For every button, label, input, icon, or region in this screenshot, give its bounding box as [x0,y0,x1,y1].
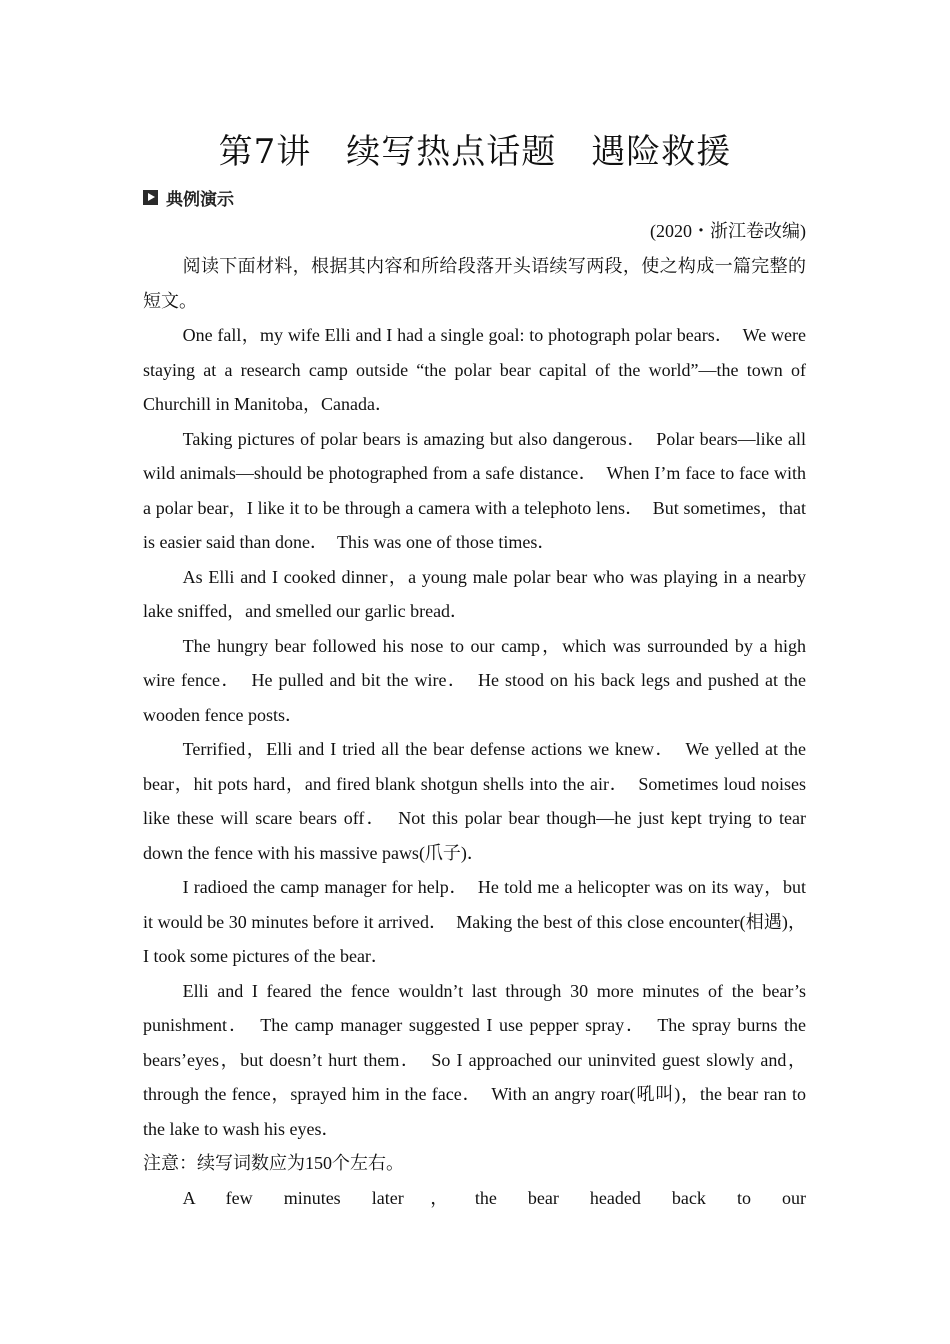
word-count-note: 注意：续写词数应为150个左右。 [143,1153,404,1173]
section-label: 典例演示 [166,189,234,210]
story-paragraph: Taking pictures of polar bears is amazing but also dangerous． Polar bears—like all wild animals—should be photographed from a safe distance． When I’m face to face with a polar bear，I like it to be through a camera with a telephoto lens． But sometimes，that is easier said than done． This was one of those times． [143,428,806,552]
continuation-prompt: A few minutes later，the bear headed back to our [182,1187,806,1208]
source-citation: (2020・浙江卷改编) [650,221,806,241]
page-title: 第7讲 续写热点话题 遇险救援 [218,132,732,172]
story-paragraph: The hungry bear followed his nose to our camp，which was surrounded by a high wire fence． He pulled and bit the wire． He stood on his back legs and pushed at the wooden fence posts． [143,635,806,725]
story-paragraph: One fall，my wife Elli and I had a single goal: to photograph polar bears． We were staying at a research camp outside “the polar bear capital of the world”—the town of Churchill in Manitoba，Canada． [143,325,806,414]
section-header [143,185,234,209]
story-paragraph: Terrified，Elli and I tried all the bear defense actions we knew． We yelled at the bear，hit pots hard，and fired blank shotgun shells into the air． Sometimes loud noises like these will scare bears off． Not this polar bear though—he just kept trying to tear down the fence with his massive paws(爪子)． [143,739,806,863]
play-icon [143,190,158,205]
document-body [143,249,806,1215]
instructions-paragraph: 阅读下面材料，根据其内容和所给段落开头语续写两段，使之构成一篇完整的短文。 [143,256,806,311]
story-paragraph: Elli and I feared the fence wouldn’t last through 30 more minutes of the bear’s punishment． The camp manager suggested I use pepper spray． The spray burns the bears’eyes，but doesn’t hurt them． So I approached our uninvited guest slowly and，through the fence，sprayed him in the face． With an angry roar(吼叫)，the bear ran to the lake to wash his eyes． [143,980,806,1139]
story-paragraph: I radioed the camp manager for help． He told me a helicopter was on its way，but it would be 30 minutes before it arrived． Making the best of this close encounter(相遇)，I took some pictures of the bear． [143,877,806,966]
story-paragraph: As Elli and I cooked dinner，a young male polar bear who was playing in a nearby lake sniffed，and smelled our garlic bread． [143,566,806,621]
